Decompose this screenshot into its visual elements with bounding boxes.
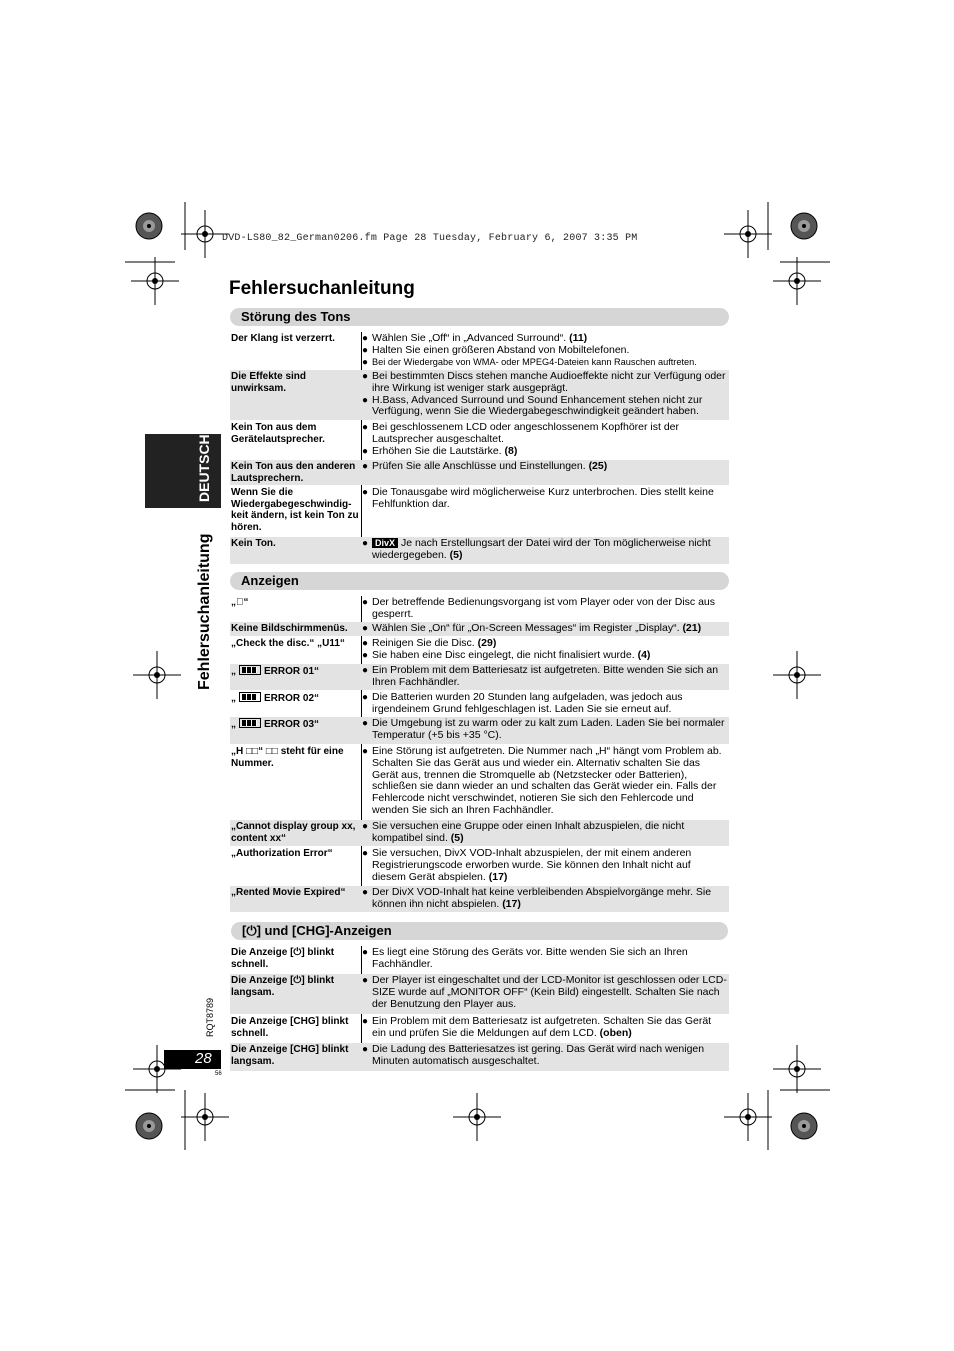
row-value: ● Sie versuchen eine Gruppe oder einen Inhalt abzuspielen, die nicht kompatibel sind. (5) (362, 820, 685, 844)
row-label: „Rented Movie Expired“ (231, 887, 346, 898)
table-row (230, 421, 729, 459)
table-row (230, 664, 729, 690)
row-label: Die Anzeige [⏻] blinkt schnell. (231, 947, 335, 970)
table-row (230, 886, 729, 912)
sub-page-number: 56 (215, 1071, 222, 1077)
table-row (230, 847, 729, 885)
row-value: ● Reinigen Sie die Disc. (29) ● Sie haben eine Disc eingelegt, die nicht finalisiert wurde. (4) (362, 637, 651, 661)
row-label: „H □□“ □□ steht für eine Nummer. (231, 746, 344, 769)
page-title: Fehlersuchanleitung (229, 278, 415, 299)
divx-badge: DivX (372, 538, 398, 548)
section-header-power: [⏻] und [CHG]-Anzeigen (231, 922, 728, 940)
file-header-line: DVD-LS80_82_German0206.fm Page 28 Tuesday, February 6, 2007 3:35 PM (222, 233, 638, 244)
row-value: ● Der DivX VOD-Inhalt hat keine verbleibenden Abspielvorgänge mehr. Sie können ihn nicht abspielen. (17) (362, 886, 712, 910)
row-label: „ ERROR 01“ (231, 666, 320, 677)
row-value: ● Bei geschlossenem LCD oder angeschlossenem Kopfhörer ist der Lautsprecher ausgeschaltet. ● Erhöhen Sie die Lautstärke. (8) (362, 421, 679, 457)
page-number: 28 (195, 1050, 212, 1067)
section-header-ton: Störung des Tons (230, 308, 729, 326)
row-label: Die Anzeige [CHG] blinkt schnell. (231, 1016, 349, 1039)
battery-icon (239, 665, 261, 675)
battery-icon (239, 718, 261, 728)
row-label: „Cannot display group xx, content xx“ (231, 821, 356, 844)
table-row (230, 637, 729, 663)
row-value: ● Bei bestimmten Discs stehen manche Audioeffekte nicht zur Verfügung oder ihre Wirkung ist weniger stark ausgeprägt. ● H.Bass, Advanced Surround und Sound Enhancement stehen nicht zur Verfügung, wenn Sie die Wiedergabegeschwindigkeit geändert haben. (362, 370, 726, 418)
table-row (230, 460, 729, 485)
row-value: ● DivX Je nach Erstellungsart der Datei wird der Ton möglicherweise nicht wiedergegeben. (5) (362, 537, 711, 561)
table-row (230, 820, 729, 846)
language-label: DEUTSCH (196, 434, 212, 502)
section-vertical-title: Fehlersuchanleitung (196, 533, 213, 690)
row-value: ● Die Tonausgabe wird möglicherweise Kurz unterbrochen. Dies stellt keine Fehlfunktion dar. (362, 486, 714, 510)
row-label: Kein Ton aus dem Gerätelautsprecher. (231, 422, 325, 445)
row-value: ● Die Ladung des Batteriesatzes ist gering. Das Gerät wird nach wenigen Minuten automatisch ausgeschaltet. (362, 1043, 705, 1067)
row-label: „ ERROR 02“ (231, 693, 320, 704)
row-value: ● Ein Problem mit dem Batteriesatz ist aufgetreten. Bitte wenden Sie sich an Ihren Fachhändler. (362, 664, 719, 688)
row-value: ● Wählen Sie „Off“ in „Advanced Surround“. (11) ● Halten Sie einen größeren Abstand von Mobiltelefonen. ● Bei der Wiedergabe von WMA- oder MPEG4-Dateien kann Rauschen auftreten. (362, 332, 697, 368)
row-label: Keine Bildschirmmenüs. (231, 623, 348, 634)
table-row (230, 1043, 729, 1071)
table-row (230, 622, 729, 636)
row-value: ● Eine Störung ist aufgetreten. Die Nummer nach „H“ hängt vom Problem ab. Schalten Sie das Gerät aus und wieder ein. Alternativ schalten Sie das Gerät aus, trennen die Stromquelle ab (Netzstecker oder Batterien), schließen sie dann wieder an und schalten das Gerät wieder ein. Falls der Fehlercode nicht verschwindet, notieren Sie sich den Fehlercode und wenden Sie sich an Ihren Fachhändler. (362, 745, 722, 816)
row-label: „ ERROR 03“ (231, 719, 320, 730)
document-id: RQT8789 (205, 998, 215, 1038)
row-label: Wenn Sie die Wiedergabegeschwindig-keit ändern, ist kein Ton zu hören. (231, 487, 359, 533)
row-label: Kein Ton. (231, 538, 276, 549)
table-row (230, 974, 729, 1014)
row-value: ● Wählen Sie „On“ für „On-Screen Messages“ im Register „Display“. (21) (362, 622, 702, 634)
table-row (230, 946, 729, 973)
row-value: ● Es liegt eine Störung des Geräts vor. Bitte wenden Sie sich an Ihren Fachhändler. (362, 946, 688, 970)
table-row (230, 537, 729, 564)
page-number-box (164, 1050, 221, 1069)
table-row (230, 596, 729, 621)
table-row (230, 332, 729, 369)
battery-icon (239, 692, 261, 702)
row-value: ● Der Player ist eingeschaltet und der LCD-Monitor ist geschlossen oder LCD-SIZE wurde auf „MONITOR OFF“ (Kein Bild) eingestellt. Schalten Sie nach der Benutzung den Player aus. (362, 974, 727, 1010)
table-row (230, 745, 729, 819)
table-row (230, 370, 729, 420)
row-label: Die Effekte sind unwirksam. (231, 371, 307, 394)
row-label: „Check the disc.“ „U11“ (231, 638, 345, 649)
table-row (230, 1015, 729, 1042)
table-row (230, 691, 729, 716)
row-value: ● Die Umgebung ist zu warm oder zu kalt zum Laden. Laden Sie bei normaler Temperatur (+5 bis +35 °C). (362, 717, 725, 741)
table-row (230, 486, 729, 536)
row-label: Kein Ton aus den anderen Lautsprechern. (231, 461, 356, 484)
row-label: „⃠“ (231, 597, 249, 608)
row-value: ● Prüfen Sie alle Anschlüsse und Einstellungen. (25) (362, 460, 608, 472)
row-value: ● Der betreffende Bedienungsvorgang ist vom Player oder von der Disc aus gesperrt. (362, 596, 715, 620)
row-label: „Authorization Error“ (231, 848, 333, 859)
section-header-anzeigen: Anzeigen (230, 572, 729, 590)
row-label: Der Klang ist verzerrt. (231, 333, 335, 344)
row-label: Die Anzeige [⏻] blinkt langsam. (231, 975, 335, 998)
row-value: ● Sie versuchen, DivX VOD-Inhalt abzuspielen, der mit einem anderen Registrierungscode erworben wurde. Sie können den Inhalt nicht auf diesem Gerät abspielen. (17) (362, 847, 692, 883)
row-value: ● Die Batterien wurden 20 Stunden lang aufgeladen, was jedoch aus irgendeinem Grund fehlgeschlagen ist. Laden Sie sie erneut auf. (362, 691, 683, 715)
row-value: ● Ein Problem mit dem Batteriesatz ist aufgetreten. Schalten Sie das Gerät ein und prüfen Sie die Meldungen auf dem LCD. (oben) (362, 1015, 712, 1039)
table-row (230, 717, 729, 744)
row-label: Die Anzeige [CHG] blinkt langsam. (231, 1044, 349, 1067)
